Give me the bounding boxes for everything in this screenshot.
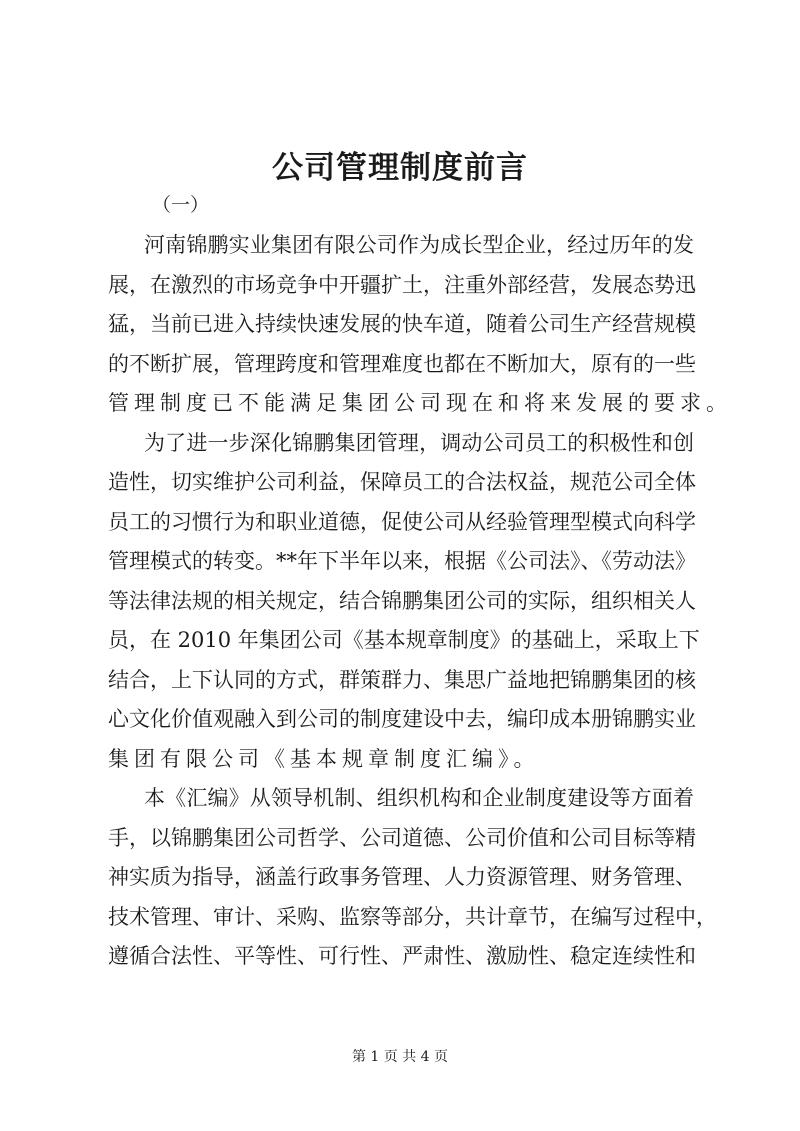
text-line: 为了进一步深化锦鹏集团管理，调动公司员工的积极性和创 <box>144 430 694 455</box>
text-line: 猛，当前已进入持续快速发展的快车道，随着公司生产经营规模 <box>108 312 696 336</box>
text-line: 管理制度已不能满足集团公司现在和将来发展的要求。 <box>108 391 732 415</box>
text-line: 本《汇编》从领导机制、组织机构和企业制度建设等方面着 <box>144 786 694 810</box>
text-line: 员工的习惯行为和职业道德，促使公司从经验管理型模式向科学 <box>108 509 696 534</box>
text-line: 心文化价值观融入到公司的制度建设中去，编印成本册锦鹏实业 <box>108 707 696 731</box>
page-number: 第 1 页 共 4 页 <box>351 1049 449 1065</box>
text-line: 遵循合法性、平等性、可行性、严肃性、激励性、稳定连续性和 <box>108 944 696 968</box>
section-heading: （一） <box>152 194 210 216</box>
paragraph-2 <box>108 424 700 780</box>
text-line: 造性，切实维护公司利益，保障员工的合法权益，规范公司全体 <box>108 470 696 494</box>
text-line: 神实质为指导，涵盖行政事务管理、人力资源管理、财务管理、 <box>108 865 696 889</box>
text-line: 员，在 2010 年集团公司《基本规章制度》的基础上，采取上下 <box>108 628 700 652</box>
text-line: 展，在激烈的市场竞争中开疆扩土，注重外部经营，发展态势迅 <box>108 272 696 297</box>
text-line: 河南锦鹏实业集团有限公司作为成长型企业，经过历年的发 <box>144 233 694 257</box>
document-title: 公司管理制度前言 <box>272 150 528 186</box>
paragraph-1 <box>108 226 732 424</box>
text-line: 集团有限公司《基本规章制度汇编》。 <box>108 746 540 771</box>
text-line: 等法律法规的相关规定，结合锦鹏集团公司的实际，组织相关人 <box>108 588 696 613</box>
text-line: 的不断扩展，管理跨度和管理难度也都在不断加大，原有的一些 <box>108 351 696 376</box>
text-line: 管理模式的转变。**年下半年以来，根据《公司法》、《劳动法》 <box>108 549 696 573</box>
text-line: 技术管理、审计、采购、监察等部分，共计章节，在编写过程中， <box>108 904 717 929</box>
document-body <box>108 226 732 977</box>
text-line: 结合，上下认同的方式，群策群力、集思广益地把锦鹏集团的核 <box>108 667 696 692</box>
text-line: 手，以锦鹏集团公司哲学、公司道德、公司价值和公司目标等精 <box>108 825 696 850</box>
paragraph-3 <box>108 779 717 977</box>
